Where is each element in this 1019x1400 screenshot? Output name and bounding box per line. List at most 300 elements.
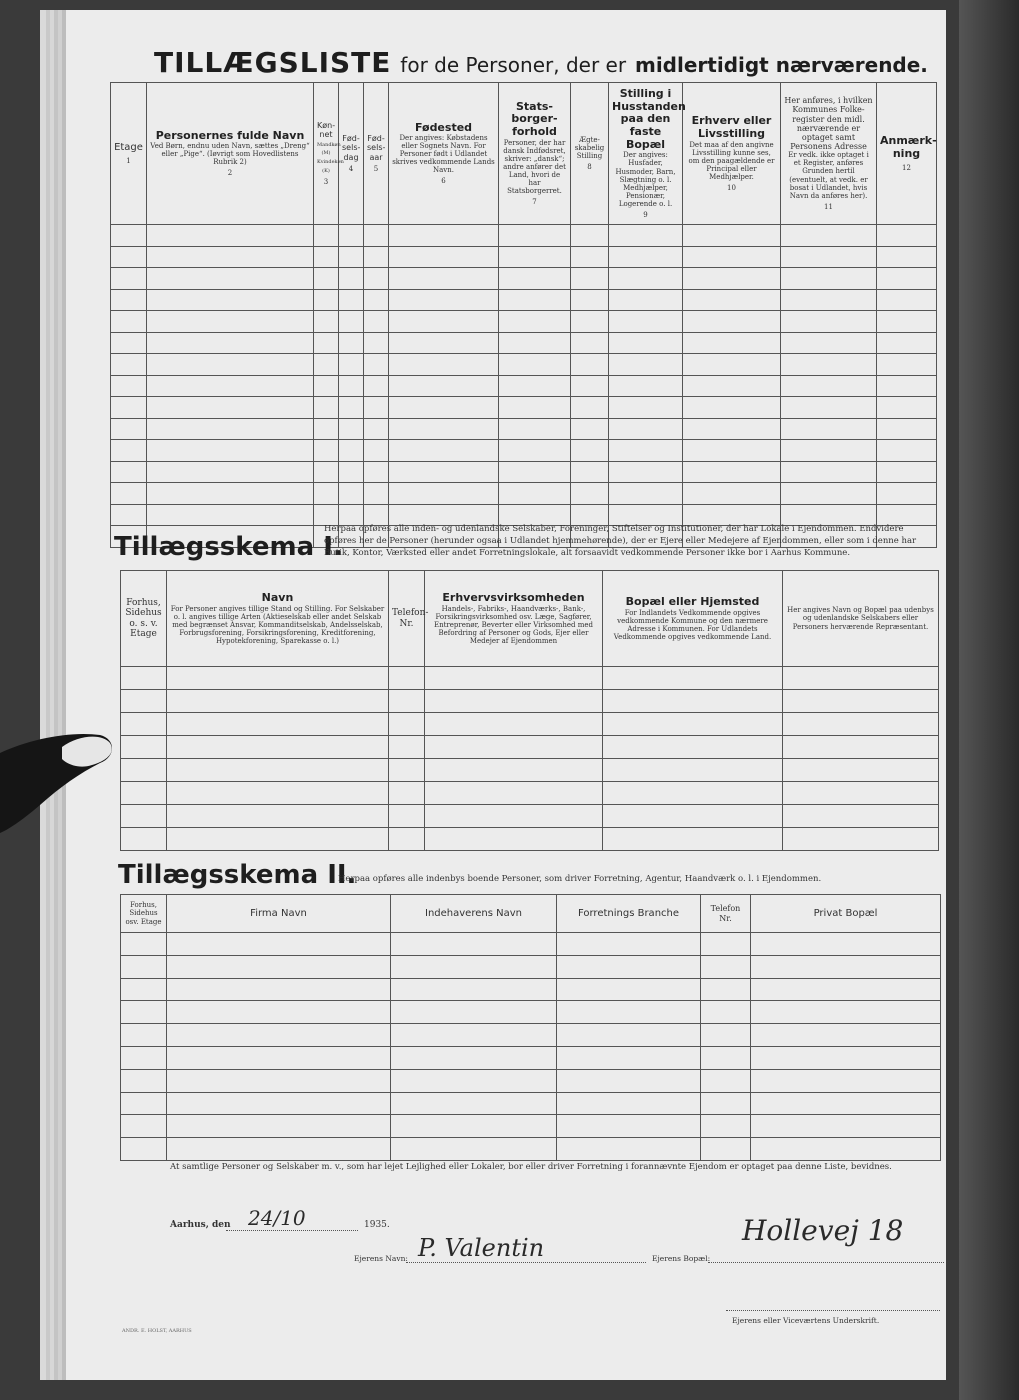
table-cell bbox=[781, 332, 877, 354]
skema2-row bbox=[121, 1046, 941, 1069]
table-cell bbox=[314, 418, 339, 440]
table-cell bbox=[609, 311, 683, 333]
table-cell bbox=[571, 225, 609, 247]
s2-col-branche: Forretnings Branche bbox=[557, 895, 701, 933]
table-cell bbox=[781, 354, 877, 376]
skema1-title: Tillægsskema I. bbox=[114, 532, 343, 562]
table-cell bbox=[314, 246, 339, 268]
table-cell bbox=[389, 375, 499, 397]
skema1-row bbox=[121, 759, 939, 782]
skema2-title: Tillægsskema II. bbox=[118, 860, 357, 890]
table-cell bbox=[111, 354, 147, 376]
table-cell bbox=[339, 418, 364, 440]
table-cell bbox=[751, 1024, 941, 1047]
table-cell bbox=[147, 225, 314, 247]
table-cell bbox=[111, 397, 147, 419]
table-cell bbox=[571, 246, 609, 268]
table-cell bbox=[147, 397, 314, 419]
table-cell bbox=[499, 397, 571, 419]
table-cell bbox=[557, 1024, 701, 1047]
main-table-row bbox=[111, 289, 937, 311]
skema2-row bbox=[121, 955, 941, 978]
s2-col-etage: Forhus, Sidehus osv. Etage bbox=[121, 895, 167, 933]
skema2-row bbox=[121, 1069, 941, 1092]
table-cell bbox=[147, 440, 314, 462]
table-cell bbox=[499, 375, 571, 397]
table-cell bbox=[389, 246, 499, 268]
skema2-row bbox=[121, 1138, 941, 1161]
table-cell bbox=[364, 461, 389, 483]
table-cell bbox=[701, 933, 751, 956]
main-table bbox=[110, 82, 937, 548]
year: 1935. bbox=[364, 1220, 390, 1230]
table-cell bbox=[339, 311, 364, 333]
s2-col-firma: Firma Navn bbox=[167, 895, 391, 933]
table-cell bbox=[314, 504, 339, 526]
table-cell bbox=[111, 504, 147, 526]
col-anmaerkning: Anmærk-ning 12 bbox=[877, 83, 937, 225]
table-cell bbox=[167, 978, 391, 1001]
table-cell bbox=[121, 1115, 167, 1138]
table-cell bbox=[571, 461, 609, 483]
table-cell bbox=[425, 667, 603, 690]
form-page bbox=[66, 10, 946, 1380]
main-table-row bbox=[111, 418, 937, 440]
table-cell bbox=[364, 397, 389, 419]
table-cell bbox=[147, 311, 314, 333]
skema2-row bbox=[121, 1115, 941, 1138]
main-table-row bbox=[111, 375, 937, 397]
skema2-header bbox=[121, 895, 941, 933]
table-cell bbox=[339, 483, 364, 505]
table-cell bbox=[121, 690, 167, 713]
table-cell bbox=[701, 1115, 751, 1138]
table-cell bbox=[389, 440, 499, 462]
owner-address-line bbox=[708, 1262, 944, 1263]
table-cell bbox=[877, 354, 937, 376]
title-bold: TILLÆGSLISTE bbox=[154, 46, 392, 79]
table-cell bbox=[389, 354, 499, 376]
table-cell bbox=[571, 289, 609, 311]
table-cell bbox=[877, 375, 937, 397]
table-cell bbox=[571, 268, 609, 290]
main-table-row bbox=[111, 397, 937, 419]
table-cell bbox=[167, 713, 389, 736]
table-cell bbox=[389, 805, 425, 828]
printer-mark: ANDR. E. HOLST, AARHUS bbox=[122, 1328, 192, 1334]
col-folkeregister: Her anføres, i hvilken Kommunes Folke-register den midl. nærværende er optaget samt Personens Adresse Er vedk. ikke optaget i et Register, anføres Grunden hertil (eventuelt, at vedk. er bosat i Udlandet, hvis Navn da anføres her). 11 bbox=[781, 83, 877, 225]
table-cell bbox=[391, 1001, 557, 1024]
table-cell bbox=[389, 782, 425, 805]
skema1-row bbox=[121, 713, 939, 736]
table-cell bbox=[389, 736, 425, 759]
skema1-row bbox=[121, 782, 939, 805]
table-cell bbox=[425, 736, 603, 759]
table-cell bbox=[499, 418, 571, 440]
table-cell bbox=[364, 311, 389, 333]
owner-address-label: Ejerens Bopæl: bbox=[652, 1254, 711, 1263]
table-cell bbox=[391, 933, 557, 956]
table-cell bbox=[389, 332, 499, 354]
table-cell bbox=[701, 1092, 751, 1115]
table-cell bbox=[147, 418, 314, 440]
table-cell bbox=[389, 397, 499, 419]
table-cell bbox=[339, 225, 364, 247]
table-cell bbox=[877, 311, 937, 333]
table-cell bbox=[167, 667, 389, 690]
table-cell bbox=[389, 289, 499, 311]
table-cell bbox=[147, 483, 314, 505]
table-cell bbox=[499, 461, 571, 483]
table-cell bbox=[425, 828, 603, 851]
table-cell bbox=[603, 667, 783, 690]
table-cell bbox=[389, 759, 425, 782]
col-navn: Personernes fulde Navn Ved Børn, endnu uden Navn, sættes „Dreng“ eller „Pige“. (Iøvrigt som Hovedlistens Rubrik 2) 2 bbox=[147, 83, 314, 225]
table-cell bbox=[603, 759, 783, 782]
owner-address-handwritten: Hollevej 18 bbox=[742, 1214, 904, 1247]
table-cell bbox=[389, 504, 499, 526]
skema2-table bbox=[120, 894, 941, 1161]
skema2-row bbox=[121, 933, 941, 956]
main-table-row bbox=[111, 311, 937, 333]
table-cell bbox=[701, 955, 751, 978]
skema1-row bbox=[121, 667, 939, 690]
table-cell bbox=[751, 1046, 941, 1069]
table-cell bbox=[147, 332, 314, 354]
col-fodselsdag: Fød-sels-dag 4 bbox=[339, 83, 364, 225]
s2-col-indehaver: Indehaverens Navn bbox=[391, 895, 557, 933]
table-cell bbox=[609, 418, 683, 440]
table-cell bbox=[111, 332, 147, 354]
table-cell bbox=[683, 311, 781, 333]
main-table-row bbox=[111, 225, 937, 247]
table-cell bbox=[609, 461, 683, 483]
place-label: Aarhus, den bbox=[170, 1220, 231, 1230]
table-cell bbox=[391, 1092, 557, 1115]
table-cell bbox=[389, 268, 499, 290]
s1-col-bopael: Bopæl eller Hjemsted For Indlandets Vedkommende opgives vedkommende Kommune og den nærmere Adresse i Kommunen. For Udlandets Vedkommende opgives vedkommende Land. bbox=[603, 571, 783, 667]
table-cell bbox=[121, 978, 167, 1001]
table-cell bbox=[877, 225, 937, 247]
table-cell bbox=[364, 225, 389, 247]
table-cell bbox=[557, 933, 701, 956]
main-table-row bbox=[111, 332, 937, 354]
table-cell bbox=[314, 289, 339, 311]
table-cell bbox=[499, 225, 571, 247]
table-cell bbox=[111, 418, 147, 440]
table-cell bbox=[314, 311, 339, 333]
table-cell bbox=[683, 461, 781, 483]
table-cell bbox=[603, 690, 783, 713]
table-cell bbox=[121, 1001, 167, 1024]
table-cell bbox=[147, 461, 314, 483]
table-cell bbox=[683, 504, 781, 526]
s1-col-navn: Navn For Personer angives tillige Stand og Stilling. For Selskaber o. l. angives tillige Arten (Aktieselskab eller andet Selskab med begrænset Ansvar, Kommanditselskab, Andelsselskab, Forbrugsforening, Forsikringsforening, Kreditforening, Hypotekforening, Sparekasse o. l.) bbox=[167, 571, 389, 667]
s2-col-telefon: Telefon Nr. bbox=[701, 895, 751, 933]
owner-name-line bbox=[406, 1262, 646, 1263]
table-cell bbox=[683, 268, 781, 290]
table-cell bbox=[783, 759, 939, 782]
table-cell bbox=[609, 332, 683, 354]
table-cell bbox=[499, 354, 571, 376]
table-cell bbox=[609, 225, 683, 247]
skema1-row bbox=[121, 805, 939, 828]
table-cell bbox=[557, 955, 701, 978]
table-cell bbox=[339, 440, 364, 462]
table-cell bbox=[499, 440, 571, 462]
table-cell bbox=[603, 713, 783, 736]
table-cell bbox=[111, 375, 147, 397]
table-cell bbox=[111, 311, 147, 333]
table-cell bbox=[364, 483, 389, 505]
skema1-table bbox=[120, 570, 939, 851]
signature-line bbox=[726, 1310, 940, 1311]
table-cell bbox=[389, 418, 499, 440]
table-cell bbox=[339, 332, 364, 354]
table-cell bbox=[751, 955, 941, 978]
skema1-row bbox=[121, 828, 939, 851]
table-cell bbox=[571, 440, 609, 462]
table-cell bbox=[314, 461, 339, 483]
table-cell bbox=[339, 289, 364, 311]
table-cell bbox=[364, 246, 389, 268]
s1-col-telefon: Telefon-Nr. bbox=[389, 571, 425, 667]
table-cell bbox=[701, 1001, 751, 1024]
table-cell bbox=[364, 504, 389, 526]
table-cell bbox=[364, 268, 389, 290]
table-cell bbox=[751, 1069, 941, 1092]
table-cell bbox=[683, 397, 781, 419]
table-cell bbox=[111, 483, 147, 505]
table-cell bbox=[121, 1092, 167, 1115]
table-cell bbox=[877, 440, 937, 462]
table-cell bbox=[683, 375, 781, 397]
table-cell bbox=[877, 461, 937, 483]
skema1-header bbox=[121, 571, 939, 667]
table-cell bbox=[781, 289, 877, 311]
table-cell bbox=[609, 354, 683, 376]
table-cell bbox=[147, 504, 314, 526]
table-cell bbox=[701, 1046, 751, 1069]
table-cell bbox=[877, 397, 937, 419]
table-cell bbox=[391, 1138, 557, 1161]
table-cell bbox=[557, 1046, 701, 1069]
table-cell bbox=[557, 1001, 701, 1024]
table-cell bbox=[147, 375, 314, 397]
table-cell bbox=[314, 483, 339, 505]
table-cell bbox=[314, 268, 339, 290]
table-cell bbox=[314, 332, 339, 354]
s1-col-erhverv: Erhvervsvirksomheden Handels-, Fabriks-, Haandværks-, Bank-, Forsikringsvirksomhed osv. Læge, Sagfører, Entreprenør, Beverter eller Virksomhed med Befordring af Personer og Gods, Ejer eller Medejer af Ejendommen bbox=[425, 571, 603, 667]
table-cell bbox=[499, 504, 571, 526]
s1-col-repraesentant: Her angives Navn og Bopæl paa udenbys og udenlandske Selskabers eller Personers herværende Repræsentant. bbox=[783, 571, 939, 667]
table-cell bbox=[167, 1046, 391, 1069]
table-cell bbox=[751, 1138, 941, 1161]
table-cell bbox=[147, 289, 314, 311]
table-cell bbox=[783, 782, 939, 805]
table-cell bbox=[121, 1069, 167, 1092]
table-cell bbox=[389, 483, 499, 505]
table-cell bbox=[499, 246, 571, 268]
table-cell bbox=[111, 225, 147, 247]
table-cell bbox=[389, 225, 499, 247]
table-cell bbox=[499, 268, 571, 290]
table-cell bbox=[121, 1046, 167, 1069]
table-cell bbox=[877, 504, 937, 526]
table-cell bbox=[167, 1092, 391, 1115]
table-cell bbox=[781, 246, 877, 268]
table-cell bbox=[167, 736, 389, 759]
table-cell bbox=[425, 713, 603, 736]
table-cell bbox=[147, 246, 314, 268]
skema2-intro: Herpaa opføres alle indenbys boende Personer, som driver Forretning, Agentur, Haandværk o. l. i Ejendommen. bbox=[338, 874, 822, 884]
table-cell bbox=[781, 375, 877, 397]
table-cell bbox=[391, 1024, 557, 1047]
table-cell bbox=[147, 268, 314, 290]
table-cell bbox=[609, 268, 683, 290]
table-cell bbox=[167, 1115, 391, 1138]
table-cell bbox=[781, 225, 877, 247]
table-cell bbox=[751, 1001, 941, 1024]
skema1-row bbox=[121, 736, 939, 759]
table-cell bbox=[314, 225, 339, 247]
table-cell bbox=[557, 1092, 701, 1115]
table-cell bbox=[701, 1069, 751, 1092]
table-cell bbox=[781, 268, 877, 290]
table-cell bbox=[781, 461, 877, 483]
table-cell bbox=[751, 1092, 941, 1115]
table-cell bbox=[603, 736, 783, 759]
table-cell bbox=[121, 1024, 167, 1047]
table-cell bbox=[603, 805, 783, 828]
table-cell bbox=[167, 828, 389, 851]
table-cell bbox=[751, 978, 941, 1001]
main-table-row bbox=[111, 268, 937, 290]
table-cell bbox=[364, 418, 389, 440]
page-title bbox=[154, 46, 928, 79]
table-cell bbox=[877, 332, 937, 354]
table-cell bbox=[751, 933, 941, 956]
table-cell bbox=[571, 375, 609, 397]
table-cell bbox=[121, 759, 167, 782]
table-cell bbox=[783, 667, 939, 690]
table-cell bbox=[683, 418, 781, 440]
main-table-row bbox=[111, 354, 937, 376]
table-cell bbox=[877, 483, 937, 505]
col-stilling: Stilling i Husstanden paa den faste Bopæl Der angives: Husfader, Husmoder, Barn, Slægtning o. l. Medhjælper, Pensionær, Logerende o. l. 9 bbox=[609, 83, 683, 225]
table-cell bbox=[339, 504, 364, 526]
table-cell bbox=[557, 1138, 701, 1161]
table-cell bbox=[111, 461, 147, 483]
table-cell bbox=[425, 805, 603, 828]
table-cell bbox=[499, 483, 571, 505]
table-cell bbox=[877, 246, 937, 268]
col-fodselsaar: Fød-sels-aar 5 bbox=[364, 83, 389, 225]
table-cell bbox=[877, 268, 937, 290]
skema2-row bbox=[121, 1024, 941, 1047]
table-cell bbox=[781, 483, 877, 505]
table-cell bbox=[147, 354, 314, 376]
book-spine bbox=[959, 0, 1019, 1400]
table-cell bbox=[683, 289, 781, 311]
table-cell bbox=[571, 504, 609, 526]
table-cell bbox=[603, 782, 783, 805]
table-cell bbox=[701, 978, 751, 1001]
table-cell bbox=[783, 805, 939, 828]
skema1-row bbox=[121, 690, 939, 713]
table-cell bbox=[364, 375, 389, 397]
table-cell bbox=[364, 354, 389, 376]
table-cell bbox=[314, 397, 339, 419]
table-cell bbox=[389, 690, 425, 713]
table-cell bbox=[314, 440, 339, 462]
table-cell bbox=[425, 759, 603, 782]
table-cell bbox=[683, 440, 781, 462]
table-cell bbox=[877, 289, 937, 311]
table-cell bbox=[571, 418, 609, 440]
main-table-row bbox=[111, 440, 937, 462]
table-cell bbox=[701, 1024, 751, 1047]
table-cell bbox=[121, 736, 167, 759]
table-cell bbox=[111, 268, 147, 290]
table-cell bbox=[339, 268, 364, 290]
table-cell bbox=[571, 354, 609, 376]
table-cell bbox=[571, 311, 609, 333]
table-cell bbox=[167, 759, 389, 782]
table-cell bbox=[425, 690, 603, 713]
table-cell bbox=[389, 828, 425, 851]
table-cell bbox=[364, 332, 389, 354]
table-cell bbox=[683, 225, 781, 247]
col-aegteskab: Ægte-skabelig Stilling 8 bbox=[571, 83, 609, 225]
s2-col-bopael: Privat Bopæl bbox=[751, 895, 941, 933]
table-cell bbox=[314, 354, 339, 376]
table-cell bbox=[557, 978, 701, 1001]
table-cell bbox=[314, 375, 339, 397]
table-cell bbox=[877, 418, 937, 440]
skema1-intro: Herpaa opføres alle inden- og udenlandske Selskaber, Foreninger, Stiftelser og Institutioner, der har Lokale i Ejendommen. Endvidere opføres her de Personer (herunder ogsaa i Udlandet hjemmehørende), der er Ejere eller Medejere af Ejendommen, eller som i denne har Butik, Kontor, Værksted eller andet Forretningslokale, alt forsaavidt vedkommende Personer ikke bor i Aarhus Kommune. bbox=[324, 524, 917, 558]
table-cell bbox=[111, 246, 147, 268]
table-cell bbox=[339, 397, 364, 419]
table-cell bbox=[499, 311, 571, 333]
table-cell bbox=[781, 311, 877, 333]
table-cell bbox=[783, 713, 939, 736]
table-cell bbox=[121, 805, 167, 828]
table-cell bbox=[781, 397, 877, 419]
declaration: At samtlige Personer og Selskaber m. v., som har lejet Lejlighed eller Lokaler, bor eller driver Forretning i forannævnte Ejendom er optaget paa denne Liste, bevidnes. bbox=[170, 1162, 892, 1172]
table-cell bbox=[111, 440, 147, 462]
table-cell bbox=[167, 782, 389, 805]
table-cell bbox=[121, 955, 167, 978]
table-cell bbox=[167, 1069, 391, 1092]
thumb-holding-page bbox=[0, 725, 115, 835]
table-cell bbox=[167, 690, 389, 713]
owner-name-label: Ejerens Navn: bbox=[354, 1254, 408, 1263]
table-cell bbox=[781, 418, 877, 440]
table-cell bbox=[121, 828, 167, 851]
table-cell bbox=[609, 289, 683, 311]
table-cell bbox=[389, 713, 425, 736]
table-cell bbox=[339, 354, 364, 376]
table-cell bbox=[167, 933, 391, 956]
table-cell bbox=[781, 504, 877, 526]
main-table-header bbox=[111, 83, 937, 225]
date-handwritten: 24/10 bbox=[248, 1206, 306, 1230]
table-cell bbox=[783, 828, 939, 851]
col-etage: Etage 1 bbox=[111, 83, 147, 225]
main-table-row bbox=[111, 504, 937, 526]
table-cell bbox=[609, 504, 683, 526]
